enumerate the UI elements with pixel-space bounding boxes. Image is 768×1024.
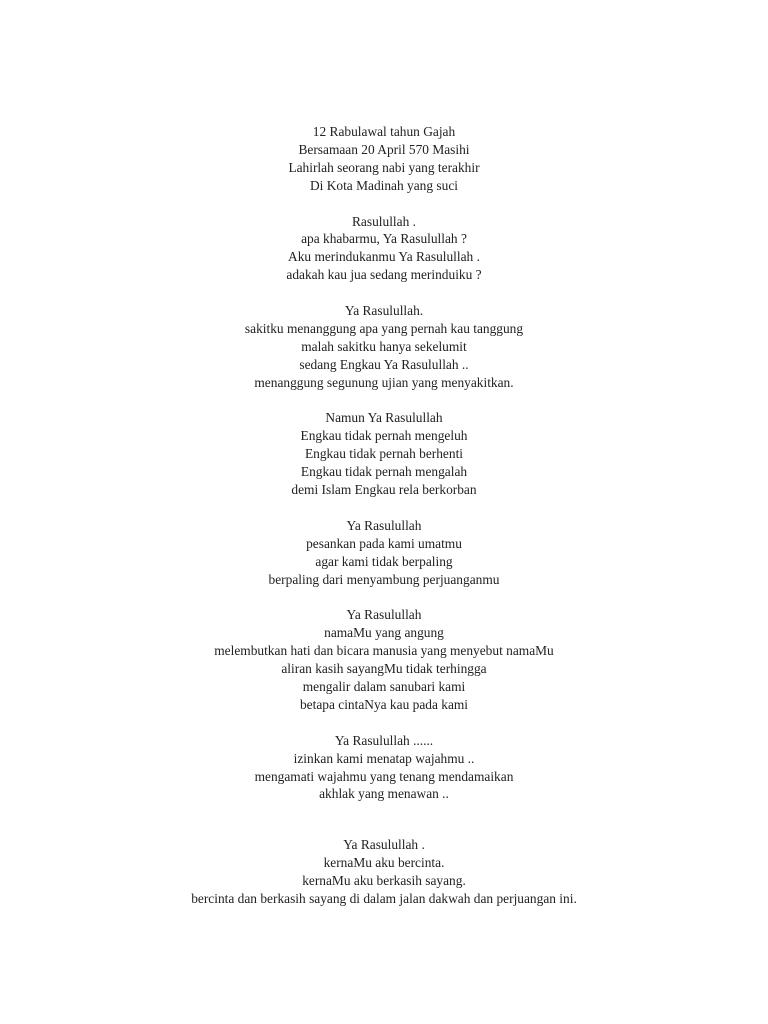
poem-line: Ya Rasulullah ...... — [334, 732, 434, 748]
stanza-3 — [0, 302, 768, 392]
poem-line: apa khabarmu, Ya Rasulullah ? — [301, 231, 467, 247]
poem-line: kernaMu aku bercinta. — [323, 855, 445, 871]
poem-line: betapa cintaNya kau pada kami — [299, 696, 469, 712]
poem-line: demi Islam Engkau rela berkorban — [291, 482, 477, 498]
poem-line: menanggung segunung ujian yang menyakitkan. — [254, 374, 514, 390]
stanza-4 — [0, 409, 768, 499]
poem-line: adakah kau jua sedang merinduiku ? — [286, 267, 482, 283]
poem-line: Engkau tidak pernah mengeluh — [300, 428, 468, 444]
poem-line: namaMu yang angung — [324, 625, 444, 641]
stanza-1 — [0, 123, 768, 195]
poem-line: melembutkan hati dan bicara manusia yang menyebut namaMu — [214, 643, 554, 659]
stanza-5 — [0, 517, 768, 589]
poem-line: sedang Engkau Ya Rasulullah .. — [299, 356, 469, 372]
poem-line: Ya Rasulullah. — [344, 303, 424, 319]
poem-body — [0, 123, 768, 926]
poem-line: bercinta dan berkasih sayang di dalam jalan dakwah dan perjuangan ini. — [191, 891, 577, 907]
poem-line: 12 Rabulawal tahun Gajah — [312, 124, 456, 139]
poem-line: mengalir dalam sanubari kami — [302, 679, 466, 695]
poem-line: Di Kota Madinah yang suci — [309, 177, 458, 193]
poem-line: berpaling dari menyambung perjuanganmu — [268, 571, 500, 587]
stanza-8 — [0, 836, 768, 908]
poem-line: Lahirlah seorang nabi yang terakhir — [288, 159, 480, 175]
poem-line: Ya Rasulullah — [346, 607, 422, 623]
poem-line: Rasulullah . — [352, 213, 416, 229]
poem-line: mengamati wajahmu yang tenang mendamaikan — [254, 768, 514, 784]
poem-line: malah sakitku hanya sekelumit — [301, 338, 467, 354]
stanza-7 — [0, 732, 768, 804]
poem-line: pesankan pada kami umatmu — [306, 535, 462, 551]
poem-line: Ya Rasulullah . — [343, 837, 425, 853]
poem-line: Ya Rasulullah — [346, 517, 422, 533]
stanza-2 — [0, 213, 768, 285]
poem-line: sakitku menanggung apa yang pernah kau tanggung — [244, 320, 524, 336]
poem-line: Aku merindukanmu Ya Rasulullah . — [288, 249, 480, 265]
poem-line: Bersamaan 20 April 570 Masihi — [298, 141, 470, 157]
stanza-6 — [0, 606, 768, 713]
poem-line: Namun Ya Rasulullah — [325, 410, 443, 426]
poem-line: agar kami tidak berpaling — [315, 553, 453, 569]
poem-line: akhlak yang menawan .. — [319, 786, 449, 802]
poem-line: Engkau tidak pernah mengalah — [300, 464, 468, 480]
poem-line: izinkan kami menatap wajahmu .. — [293, 750, 475, 766]
poem-line: aliran kasih sayangMu tidak terhingga — [281, 661, 487, 677]
poem-line: kernaMu aku berkasih sayang. — [302, 873, 466, 889]
poem-line: Engkau tidak pernah berhenti — [304, 446, 464, 462]
